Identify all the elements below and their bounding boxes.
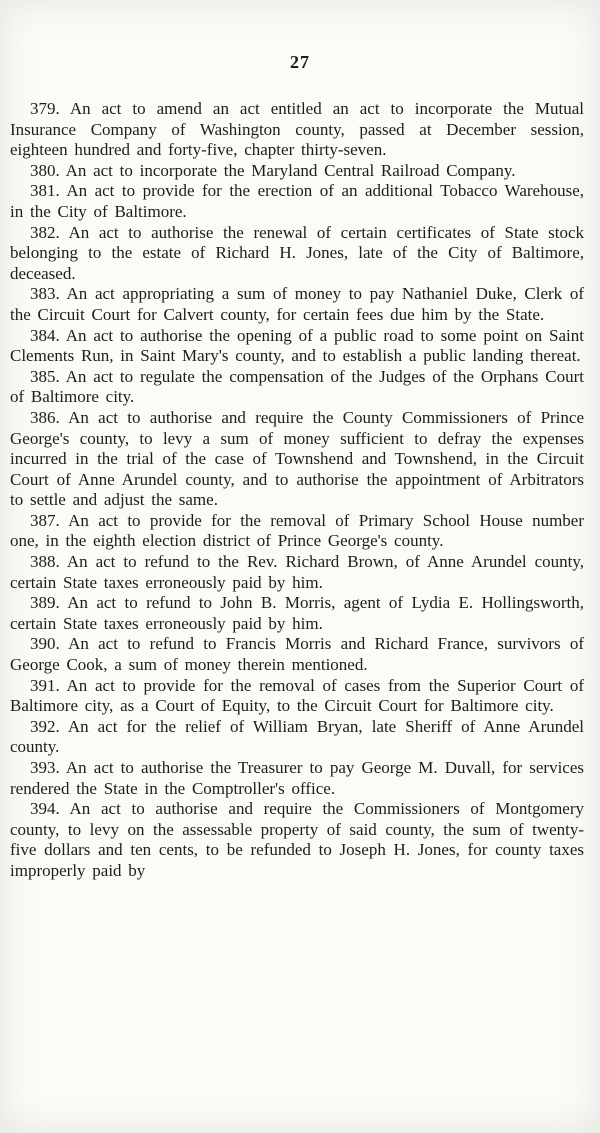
act-text: An act to refund to Francis Morris and Richard France, survivors of George Cook, a sum of money therein mentioned. [10, 634, 584, 675]
act-entry [10, 758, 584, 799]
act-entry [10, 99, 584, 161]
act-number: 392. [30, 716, 60, 736]
act-entry [10, 593, 584, 634]
page-number: 27 [290, 52, 310, 72]
act-text: An act to provide for the removal of Primary School House number one, in the eighth election district of Prince George's county. [10, 510, 585, 551]
act-number: 381. [30, 181, 60, 201]
act-text: An act appropriating a sum of money to pay Nathaniel Duke, Clerk of the Circuit Court for Calvert county, for certain fees due him by the State. [10, 284, 585, 324]
act-entry [10, 181, 584, 222]
act-text: An act to provide for the removal of cases from the Superior Court of Baltimore city, as a Court of Equity, to the Circuit Court for Baltimore city. [10, 675, 585, 716]
act-list [0, 99, 600, 882]
act-number: 382. [30, 222, 60, 242]
act-number: 383. [30, 284, 60, 304]
act-entry [10, 161, 584, 182]
act-text: An act for the relief of William Bryan, late Sheriff of Anne Arundel county. [10, 716, 585, 757]
act-number: 386. [30, 407, 60, 427]
act-entry [10, 367, 584, 408]
act-number: 387. [30, 510, 60, 530]
act-number: 391. [30, 675, 60, 695]
act-text: An act to incorporate the Maryland Central Railroad Company. [65, 160, 516, 180]
act-text: An act to authorise and require the County Commissioners of Prince George's county, to levy a sum of money sufficient to defray the expenses incurred in the trial of the case of Townshend and Townshend, in the Circuit Court of Anne Arundel county, and to authorise the appointment of Arbitrators to settle and adjust the same. [10, 407, 584, 510]
act-text: An act to authorise the Treasurer to pay George M. Duvall, for services rendered the State in the Comptroller's office. [10, 758, 585, 798]
act-entry [10, 552, 584, 593]
act-text: An act to provide for the erection of an additional Tobacco Warehouse, in the City of Baltimore. [10, 181, 585, 221]
act-text: An act to amend an act entitled an act to incorporate the Mutual Insurance Company of Washington county, passed at December session, eighteen hundred and forty-five, chapter thirty-seven. [10, 99, 585, 160]
act-entry [10, 676, 584, 717]
act-number: 385. [30, 366, 60, 386]
act-text: An act to refund to the Rev. Richard Brown, of Anne Arundel county, certain State taxes erroneously paid by him. [10, 552, 584, 592]
act-text: An act to authorise the opening of a public road to some point on Saint Clements Run, in Saint Mary's county, and to establish a public landing thereat. [10, 325, 584, 366]
act-text: An act to regulate the compensation of the Judges of the Orphans Court of Baltimore city. [10, 366, 584, 407]
act-entry [10, 326, 584, 367]
act-number: 393. [30, 758, 60, 777]
act-text: An act to authorise and require the Commissioners of Montgomery county, to levy on the assessable property of said county, the sum of twenty-five dollars and ten cents, to be refunded to Joseph H. Jones, for county taxes improperly paid by [10, 799, 585, 880]
act-text: An act to authorise the renewal of certain certificates of State stock belonging to the estate of Richard H. Jones, late of the City of Baltimore, deceased. [10, 222, 584, 283]
act-number: 380. [30, 160, 60, 180]
act-entry [10, 284, 584, 325]
act-number: 388. [30, 552, 60, 572]
act-entry [10, 223, 584, 285]
act-number: 384. [30, 325, 60, 345]
act-entry [10, 511, 584, 552]
act-number: 390. [30, 634, 60, 654]
act-entry [10, 799, 584, 881]
act-number: 379. [30, 99, 60, 118]
act-entry [10, 634, 584, 675]
act-number: 389. [30, 593, 60, 613]
act-entry [10, 408, 584, 511]
act-text: An act to refund to John B. Morris, agent of Lydia E. Hollingsworth, certain State taxes erroneously paid by him. [10, 593, 585, 633]
act-number: 394. [30, 799, 60, 819]
act-entry [10, 717, 584, 758]
